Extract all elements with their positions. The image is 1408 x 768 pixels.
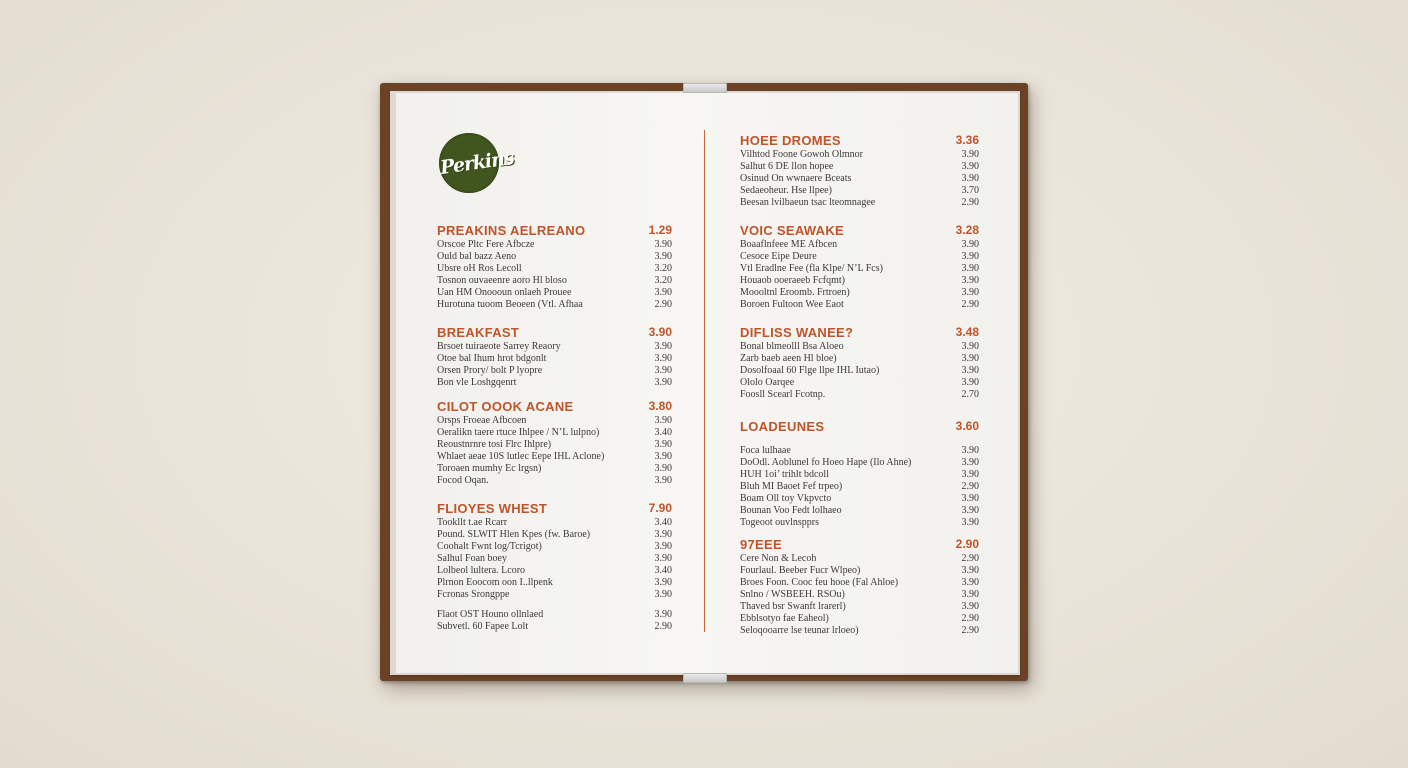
item-name: Togeoot ouvlnspprs	[740, 517, 820, 528]
section-price: 3.48	[955, 325, 979, 339]
item-price: 3.40	[654, 565, 672, 576]
item-name: Salhut 6 DE llon hopee	[740, 161, 834, 172]
item-price: 3.90	[961, 173, 979, 184]
item-price: 3.90	[654, 353, 672, 364]
item-price: 2.90	[654, 299, 672, 310]
item-price: 3.90	[961, 517, 979, 528]
menu-item	[437, 263, 672, 275]
item-name: Cere Non & Lecoh	[740, 553, 817, 564]
item-price: 3.90	[654, 609, 672, 620]
item-price: 2.90	[654, 621, 672, 632]
section-price: 3.36	[955, 133, 979, 147]
menu-item	[437, 427, 672, 439]
menu-item	[437, 451, 672, 463]
item-name: Cesoce Eipe Deure	[740, 251, 817, 262]
item-name: Bon vle Loshgqenrt	[437, 377, 517, 388]
menu-item	[740, 577, 979, 589]
section-price: 3.80	[648, 399, 672, 413]
menu-item	[437, 463, 672, 475]
item-price: 3.90	[961, 577, 979, 588]
menu-item	[437, 275, 672, 287]
menu-section	[437, 609, 672, 633]
menu-section	[740, 133, 979, 209]
menu-item	[740, 353, 979, 365]
menu-item	[437, 439, 672, 451]
menu-item	[740, 445, 979, 457]
item-price: 3.20	[654, 275, 672, 286]
item-name: Lolbeol lultera. Lcoro	[437, 565, 526, 576]
column-divider	[704, 130, 705, 632]
menu-section	[740, 537, 979, 637]
menu-item	[437, 541, 672, 553]
menu-item	[740, 251, 979, 263]
menu-item	[740, 377, 979, 389]
item-price: 3.90	[961, 601, 979, 612]
item-name: Seloqooarre lse teunar lrloeo)	[740, 625, 859, 636]
menu-item	[740, 299, 979, 311]
item-price: 3.20	[654, 263, 672, 274]
section-price: 3.90	[648, 325, 672, 339]
menu-section	[437, 325, 672, 389]
item-name: Ololo Oarqee	[740, 377, 795, 388]
menu-item	[740, 185, 979, 197]
item-price: 2.90	[961, 625, 979, 636]
item-name: Boroen Fultoon Wee Eaot	[740, 299, 844, 310]
menu-item	[740, 389, 979, 401]
item-name: Boaaflnfeee ME Afbcen	[740, 239, 838, 250]
item-name: Toroaen mumhy Ec lrgsn)	[437, 463, 542, 474]
menu-item	[740, 287, 979, 299]
menu-item	[437, 529, 672, 541]
menu-item	[437, 287, 672, 299]
section-price: 7.90	[648, 501, 672, 515]
item-price: 3.90	[961, 565, 979, 576]
item-price: 3.90	[961, 365, 979, 376]
section-price: 3.28	[955, 223, 979, 237]
item-name: Bounan Voo Fedt lolhaeo	[740, 505, 842, 516]
item-price: 3.90	[654, 577, 672, 588]
item-price: 3.90	[654, 415, 672, 426]
section-title: DIFLISS WANEE?	[740, 325, 854, 340]
menu-item	[740, 263, 979, 275]
menu-item	[437, 589, 672, 601]
menu-item	[740, 601, 979, 613]
item-name: Boam Oll toy Vkpvcto	[740, 493, 832, 504]
section-title: PREAKINS AELREANO	[437, 223, 586, 238]
section-price: 2.90	[955, 537, 979, 551]
menu-item	[740, 469, 979, 481]
menu-item	[437, 251, 672, 263]
perkins-logo	[438, 133, 516, 193]
menu-item	[740, 517, 979, 529]
menu-item	[740, 613, 979, 625]
section-price: 1.29	[648, 223, 672, 237]
menu-item	[437, 621, 672, 633]
item-name: Ould bal bazz Aeno	[437, 251, 517, 262]
item-price: 3.90	[654, 341, 672, 352]
item-name: Orscoe Pltc Fere Afbcze	[437, 239, 535, 250]
menu-item	[437, 577, 672, 589]
menu-item	[437, 377, 672, 389]
menu-section	[437, 399, 672, 487]
item-name: Salhul Foan boey	[437, 553, 507, 564]
item-price: 3.70	[961, 185, 979, 196]
item-price: 3.90	[961, 353, 979, 364]
menu-item	[437, 553, 672, 565]
item-price: 3.90	[654, 251, 672, 262]
section-title: CILOT OOOK ACANE	[437, 399, 574, 414]
section-price: 3.60	[955, 419, 979, 433]
item-name: Otoe bal Ihum hrot bdgonlt	[437, 353, 547, 364]
menu-item	[740, 481, 979, 493]
item-name: Houaob ooeraeeb Fcfqmt)	[740, 275, 845, 286]
item-price: 3.90	[961, 469, 979, 480]
item-price: 2.90	[961, 299, 979, 310]
item-price: 3.90	[654, 553, 672, 564]
menu-item	[437, 353, 672, 365]
item-name: DoOdl. Aoblunel fo Hoeo Hape (Ilo Ahne)	[740, 457, 912, 468]
section-title: VOIC SEAWAKE	[740, 223, 845, 238]
menu-item	[437, 415, 672, 427]
item-name: Thaved bsr Swanft lrarerl)	[740, 601, 846, 612]
menu-section	[740, 419, 979, 529]
item-price: 3.90	[961, 275, 979, 286]
item-price: 3.90	[961, 505, 979, 516]
item-price: 3.90	[654, 377, 672, 388]
section-title: BREAKFAST	[437, 325, 520, 340]
item-price: 3.90	[654, 475, 672, 486]
item-price: 2.90	[961, 481, 979, 492]
item-price: 3.90	[961, 287, 979, 298]
binder-clip-bottom	[683, 673, 727, 683]
item-price: 3.90	[961, 251, 979, 262]
item-price: 3.90	[654, 365, 672, 376]
menu-item	[437, 517, 672, 529]
section-title: FLIOYES WHEST	[437, 501, 548, 516]
menu-item	[437, 609, 672, 621]
item-price: 2.90	[961, 613, 979, 624]
menu-item	[740, 625, 979, 637]
item-name: Whlaet aeae 10S lutlec Eepe IHL Aclone)	[437, 451, 605, 462]
section-title: LOADEUNES	[740, 419, 825, 434]
menu-item	[740, 365, 979, 377]
menu-section	[740, 325, 979, 401]
menu-item	[740, 505, 979, 517]
item-name: Fcronas Srongppe	[437, 589, 510, 600]
item-price: 3.90	[961, 149, 979, 160]
item-price: 3.90	[654, 239, 672, 250]
menu-section	[740, 223, 979, 311]
item-price: 3.90	[961, 493, 979, 504]
item-name: Tosnon ouvaeenre aoro Hl bloso	[437, 275, 567, 286]
item-name: Broes Foon. Cooc feu hooe (Fal Ahloe)	[740, 577, 899, 588]
menu-item	[740, 341, 979, 353]
item-price: 3.90	[654, 287, 672, 298]
menu-item	[437, 341, 672, 353]
binder-clip-top	[683, 83, 727, 93]
item-price: 3.90	[654, 451, 672, 462]
item-name: Subvetl. 60 Fapee Lolt	[437, 621, 529, 632]
item-price: 3.90	[654, 541, 672, 552]
item-name: HUH 1oi’ trihlt bdcoll	[740, 469, 829, 480]
item-name: Moooltnl Eroomb. Frtroen)	[740, 287, 850, 298]
menu-item	[437, 475, 672, 487]
item-name: Tookllt t.ae Rcarr	[437, 517, 508, 528]
item-name: Brsoet tuiraeote Sarrey Reaory	[437, 341, 561, 352]
item-name: Vilhtod Foone Gowoh Olmnor	[740, 149, 864, 160]
item-name: Oeralikn taere rtuce Ihlpee / N’L lulpno)	[437, 427, 600, 438]
item-name: Flaot OST Houno ollnlaed	[437, 609, 544, 620]
menu-item	[740, 553, 979, 565]
menu-item	[740, 149, 979, 161]
item-price: 3.40	[654, 517, 672, 528]
item-price: 2.90	[961, 197, 979, 208]
menu-item	[437, 299, 672, 311]
item-price: 3.90	[654, 439, 672, 450]
section-title: HOEE DROMES	[740, 133, 841, 148]
item-price: 3.90	[654, 589, 672, 600]
item-name: Plrnon Eoocom oon I..llpenk	[437, 577, 553, 588]
menu-item	[740, 493, 979, 505]
menu-item	[740, 589, 979, 601]
item-name: Beesan lvilbaeun tsac lteomnagee	[740, 197, 876, 208]
item-name: Hurotuna tuoom Beoeen (Vtl. Afhaa	[437, 299, 583, 310]
menu-item	[740, 197, 979, 209]
menu-item	[437, 565, 672, 577]
item-price: 3.90	[654, 463, 672, 474]
menu-item	[740, 457, 979, 469]
item-price: 3.90	[961, 445, 979, 456]
item-price: 3.40	[654, 427, 672, 438]
item-name: Foosll Scearl Fcotnp.	[740, 389, 826, 400]
menu-item	[740, 161, 979, 173]
item-price: 3.90	[654, 529, 672, 540]
item-name: Pound. SLWIT Hlen Kpes (fw. Baroe)	[437, 529, 591, 540]
item-name: Sedaeoheur. Hse llpee)	[740, 185, 832, 196]
item-name: Foca lulhaae	[740, 445, 791, 456]
item-name: Vtl Eradlne Fee (fla Klpe/ N’L Fcs)	[740, 263, 883, 274]
item-name: Orsps Froeae Afbcoen	[437, 415, 527, 426]
item-price: 3.90	[961, 457, 979, 468]
item-price: 3.90	[961, 589, 979, 600]
item-price: 3.90	[961, 263, 979, 274]
item-name: Bluh MI Baoet Fef trpeo)	[740, 481, 843, 492]
item-name: Ubsre oH Ros Lecoll	[437, 263, 522, 274]
item-name: Coohalt Fwnt log/Tcrigot)	[437, 541, 542, 552]
item-price: 2.70	[961, 389, 979, 400]
item-name: Uan HM Onoooun onlaeh Prouee	[437, 287, 572, 298]
item-name: Fourlaul. Beeber Fucr Wlpeo)	[740, 565, 861, 576]
item-name: Focod Oqan.	[437, 475, 489, 486]
item-price: 2.90	[961, 553, 979, 564]
item-name: Snlno / WSBEEH. RSOu)	[740, 589, 845, 600]
menu-section	[437, 501, 672, 601]
item-price: 3.90	[961, 161, 979, 172]
menu-item	[740, 239, 979, 251]
item-name: Reoustnrnre tosi Flrc Ihlpre)	[437, 439, 552, 450]
item-name: Ebblsotyo fae Eaheol)	[740, 613, 829, 624]
menu-item	[740, 173, 979, 185]
item-name: Orsen Prory/ bolt P lyopre	[437, 365, 543, 376]
item-name: Zarb baeb aeen Hl bloe)	[740, 353, 837, 364]
logo-text: Perkins	[438, 146, 516, 180]
menu-item	[740, 275, 979, 287]
section-title: 97EEE	[740, 537, 782, 552]
menu-item	[437, 239, 672, 251]
menu-item	[437, 365, 672, 377]
item-price: 3.90	[961, 377, 979, 388]
item-name: Osinud On wwnaere Bceats	[740, 173, 852, 184]
menu-item	[740, 565, 979, 577]
item-name: Bonal blmeolll Bsa Aloeo	[740, 341, 844, 352]
item-price: 3.90	[961, 239, 979, 250]
item-price: 3.90	[961, 341, 979, 352]
menu-section	[437, 223, 672, 311]
item-name: Dosolfoaal 60 Flge llpe IHL Iutao)	[740, 365, 880, 376]
